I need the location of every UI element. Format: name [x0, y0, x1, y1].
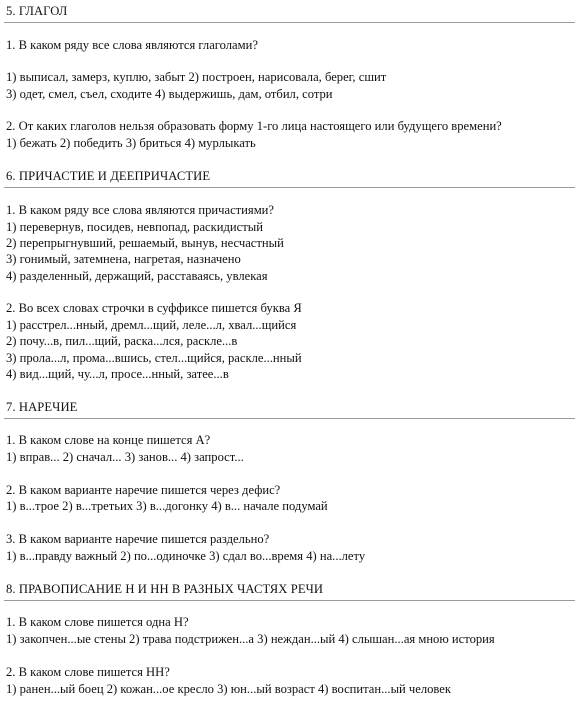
answer-option: 1) перевернув, посидев, невпопад, раскидистый: [6, 220, 263, 234]
section-divider: [4, 22, 575, 23]
answer-option: 4) вид...щий, чу...л, просе...нный, затее...в: [6, 367, 229, 381]
question-text: 1. В каком ряду все слова являются глаголами?: [6, 38, 258, 52]
answer-options-line: 1) выписал, замерз, куплю, забыт 2) построен, нарисовала, берег, сшит: [6, 70, 387, 84]
answer-option: 1) расстрел...нный, дремл...щий, леле...л, хвал...щийся: [6, 318, 297, 332]
answer-option: 3) гонимый, затемнена, нагретая, назначено: [6, 252, 241, 266]
answer-options-line: 1) бежать 2) победить 3) бриться 4) мурлыкать: [6, 136, 256, 150]
question-text: 2. В каком слове пишется НН?: [6, 665, 170, 679]
question-text: 2. Во всех словах строчки в суффиксе пишется буква Я: [6, 301, 302, 315]
section-divider: [4, 187, 575, 188]
answer-option: 2) почу...в, пил...щий, раска...лся, раскле...в: [6, 334, 238, 348]
question-text: 1. В каком слове на конце пишется А?: [6, 433, 211, 447]
question-text: 1. В каком ряду все слова являются причастиями?: [6, 203, 275, 217]
answer-option: 4) разделенный, держащий, расставаясь, увлекая: [6, 269, 268, 283]
answer-option: 3) прола...л, прома...вшись, стел...щийся, раскле...нный: [6, 351, 302, 365]
section-divider: [4, 418, 575, 419]
question-text: 2. В каком варианте наречие пишется через дефис?: [6, 483, 281, 497]
answer-option: 2) перепрыгнувший, решаемый, вынув, несчастный: [6, 236, 284, 250]
answer-options-line: 1) в...правду важный 2) по...одиночке 3) сдал во...время 4) на...лету: [6, 549, 366, 563]
answer-options-line: 1) в...трое 2) в...третьих 3) в...догонку 4) в... начале подумай: [6, 499, 328, 513]
section-divider: [4, 600, 575, 601]
section-heading-verb: 5. ГЛАГОЛ: [6, 4, 68, 18]
section-heading-participle: 6. ПРИЧАСТИЕ И ДЕЕПРИЧАСТИЕ: [6, 169, 211, 183]
section-heading-adverb: 7. НАРЕЧИЕ: [6, 400, 78, 414]
answer-options-line: 1) закопчен...ые стены 2) трава подстрижен...а 3) неждан...ый 4) слышан...ая мною история: [6, 632, 495, 646]
section-heading-n-nn: 8. ПРАВОПИСАНИЕ Н И НН В РАЗНЫХ ЧАСТЯХ РЕЧИ: [6, 582, 324, 596]
answer-options-line: 1) ранен...ый боец 2) кожан...ое кресло 3) юн...ый возраст 4) воспитан...ый человек: [6, 682, 452, 696]
question-text: 1. В каком слове пишется одна Н?: [6, 615, 189, 629]
question-text: 2. От каких глаголов нельзя образовать форму 1-го лица настоящего или будущего времени?: [6, 119, 502, 133]
answer-options-line: 1) вправ... 2) сначал... 3) занов... 4) запрост...: [6, 450, 244, 464]
question-text: 3. В каком варианте наречие пишется раздельно?: [6, 532, 270, 546]
answer-options-line: 3) одет, смел, съел, сходите 4) выдержишь, дам, отбил, сотри: [6, 87, 333, 101]
